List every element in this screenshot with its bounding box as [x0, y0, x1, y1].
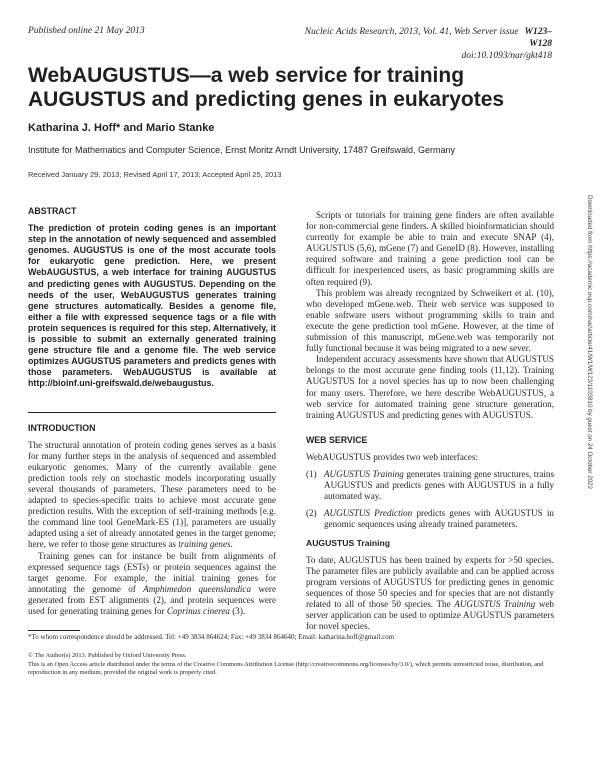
license-block [28, 652, 563, 678]
left-column [28, 206, 276, 617]
correspondence-footnote: *To whom correspondence should be addressed. Tel: +49 3834 864624; Fax: +49 3834 864640; Email: katharina.hoff@gmail.com [28, 633, 395, 641]
augustus-training-heading: AUGUSTUS Training [306, 538, 391, 549]
authors: Katharina J. Hoff* and Mario Stanke [28, 122, 215, 134]
license-text: This is an Open Access article distributed under the terms of the Creative Commons Attribution License (http://creativecommons.org/licenses/by/3.0/), which permits unrestricted reuse, distribution, and reproduction in any medium, provided the original work is properly cited. [28, 660, 544, 676]
journal-name: Nucleic Acids Research, 2013, Vol. 41, Web Server issue [304, 27, 519, 37]
list-item: (1) AUGUSTUS Training generates training gene structures, trains AUGUSTUS and predicts genes with AUGUSTUS in a fully automated way. [306, 468, 554, 502]
journal-header [300, 26, 552, 62]
abstract-divider [28, 412, 276, 413]
abstract-text: The prediction of protein coding genes is an important step in the annotation of newly sequenced and assembled genomes. AUGUSTUS is one of the most accurate tools for eukaryotic gene prediction. Here, we present WebAUGUSTUS, a web interface for training AUGUSTUS and predicting genes with AUGUSTUS. Depending on the needs of the user, WebAUGUSTUS generates training gene structures automatically. Besides a genome file, either a file with expressed sequence tags or a file with protein sequences is required for this step. Alternatively, it is possible to submit an externally generated training gene structure file and a genome file. The web service optimizes AUGUSTUS parameters and predicts genes with those parameters. WebAUGUSTUS is available at http://bioinf.uni-greifswald.de/webaugustus. [28, 223, 276, 389]
intro-paragraph-2: Training genes can for instance be built from alignments of expressed sequence tags (ESTs) or protein sequences against the target genome. For example, the initial training genes for annotating the genome of Amphimedon queenslandica were generated from EST alignments (2), and protein sequences were used for generating training genes for Coprinus cinerea (3). [28, 550, 276, 616]
augustus-training-paragraph: To date, AUGUSTUS has been trained by experts for >50 species. The parameter files are publicly available and can be applied across program versions of AUGUSTUS for predicting genes in genomic sequences of those 50 species and for species that are not distantly related to all of those 50 species. The AUGUSTUS Training web server application can be used to optimize AUGUSTUS parameters for novel species. [306, 554, 554, 632]
footnote-rule [28, 630, 80, 631]
affiliation: Institute for Mathematics and Computer Science, Ernst Moritz Arndt University, 17487 Greifswald, Germany [28, 145, 456, 155]
web-service-intro: WebAUGUSTUS provides two web interfaces: [306, 451, 479, 462]
page-range: W123–W128 [524, 27, 552, 49]
right-paragraph-1: Scripts or tutorials for training gene finders are often available for non-commercial gene finders. A skilled bioinformatician should currently for example be able to train and execute SNAP (4), AUGUSTUS (5,6), mGene (7) and GeneID (8). However, installing required software and training a gene prediction tool can be difficult for inexperienced users, as basic programming skills are often required (9). [306, 210, 554, 287]
right-column [306, 210, 554, 632]
download-watermark: Downloaded from https://academic.oup.com/nar/article/41/W1/W123/1103810 by guest on 24 October 2022 [586, 195, 593, 489]
published-date: Published online 21 May 2013 [28, 26, 145, 36]
paper-title: WebAUGUSTUS—a web service for training AUGUSTUS and predicting genes in eukaryotes [28, 64, 505, 111]
intro-paragraph-1: The structural annotation of protein coding genes serves as a basis for many further steps in the analysis of sequenced and assembled eukaryotic genomes. Many of the currently available gene prediction tools rely on stochastic models incorporating usually several thousands of parameters. These parameters need to be adapted to species-specific traits to achieve most accurate gene prediction results. With the exception of self-training methods [e.g. the command line tool GeneMark-ES (1)], parameters are usually adapted using a set of already annotated genes in the target genome; here, we refer to those gene structures as training genes. [28, 439, 276, 550]
received-dates: Received January 29, 2013; Revised April 17, 2013; Accepted April 25, 2013 [28, 170, 282, 179]
web-service-heading: WEB SERVICE [306, 434, 368, 445]
copyright-line: © The Author(s) 2013. Published by Oxford University Press. [28, 652, 187, 659]
doi: doi:10.1093/nar/gkt418 [461, 51, 552, 61]
right-paragraph-2: This problem was already recognized by Schweikert et al. (10), who developed mGene.web. Their web service was supposed to enable software users without programming skills to train and execute the gene prediction tool mGene. However, at the time of submission of this manuscript, mGene.web was temporarily not fully functional because it was being migrated to a new sever. [306, 287, 554, 354]
introduction-heading: INTRODUCTION [28, 422, 96, 433]
right-paragraph-3: Independent accuracy assessments have shown that AUGUSTUS belongs to the most accurate gene finding tools (11,12). Training AUGUSTUS for a novel species has up to now been challenging for many users. Therefore, we here describe WebAUGUSTUS, a web service for automated training gene structure generation, training AUGUSTUS and predicting genes with AUGUSTUS. [306, 354, 554, 420]
list-item: (2) AUGUSTUS Prediction predicts genes with AUGUSTUS in genomic sequences using already trained parameters. [306, 508, 554, 530]
interface-list [306, 469, 554, 530]
abstract-heading: ABSTRACT [28, 206, 77, 216]
